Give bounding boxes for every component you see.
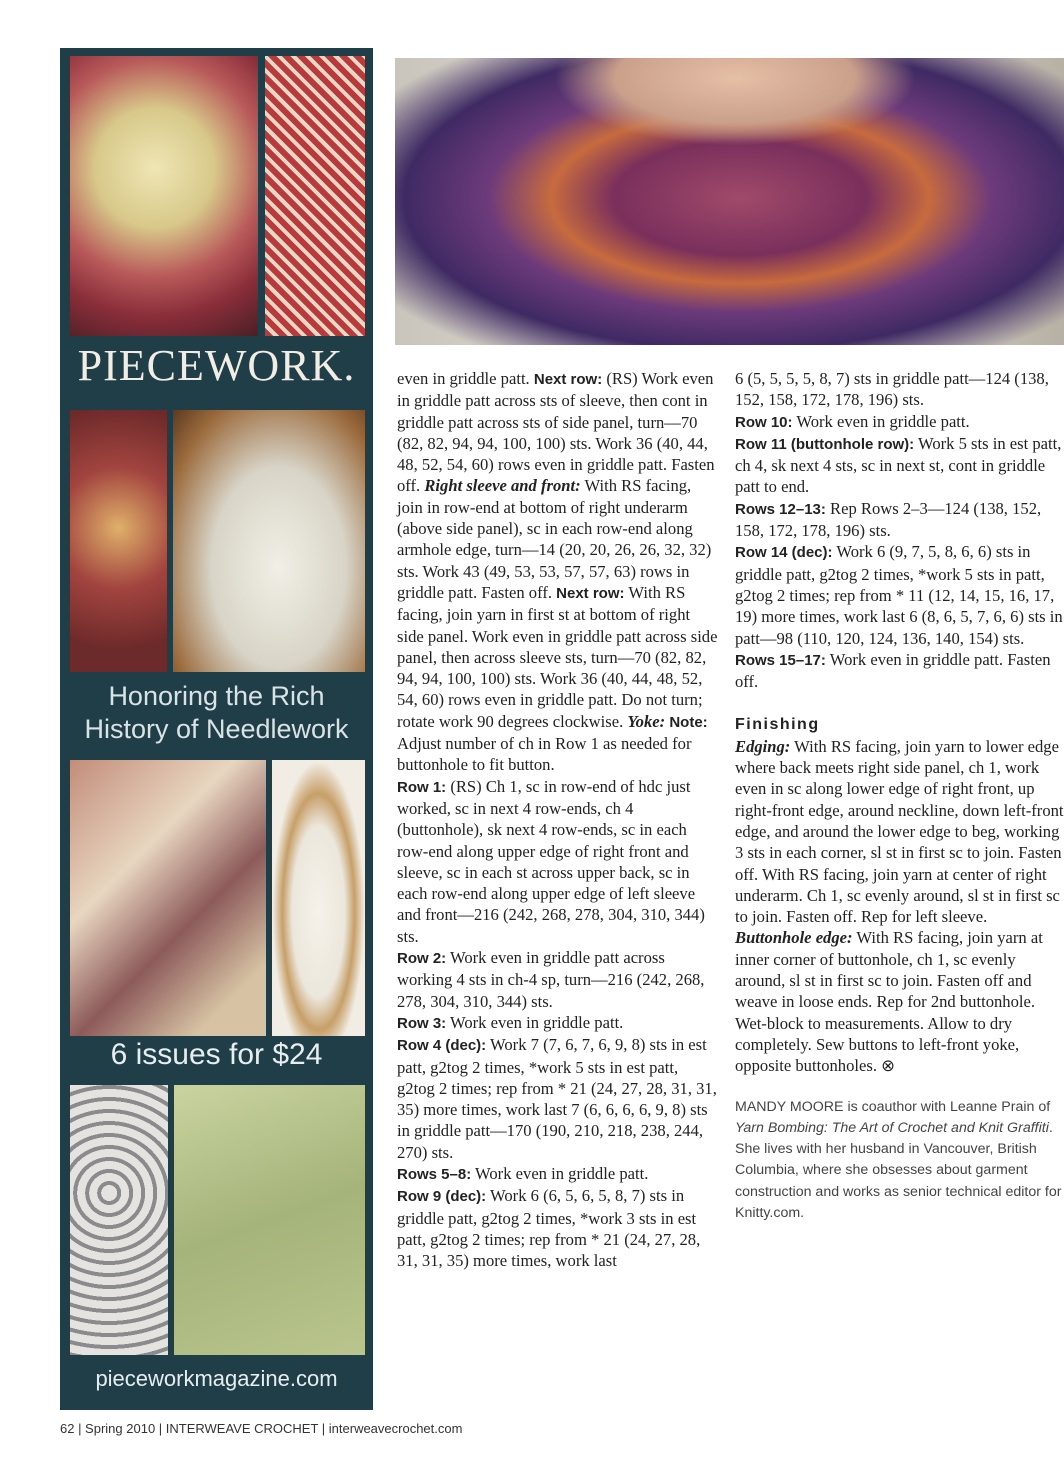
instruction-paragraph (735, 433, 1064, 498)
text-run: Work even in griddle patt. Fasten off. (735, 649, 1051, 692)
yoke-sweater-photo (395, 58, 1064, 345)
text-run: Rep Rows 2–3—124 (138, 152, 158, 172, 178, 196) sts. (735, 498, 1042, 541)
section-label: Right sleeve and front: (424, 476, 581, 496)
text-run: (RS) Ch 1, sc in row-end of hdc just worked, sc in next 4 row-ends, ch 4 (buttonhole), sk next 4 row-ends, sc in each row-end along upper edge of right front and sleeve, sc in each st across upper back, sc in each row-end along upper edge of left sleeve and front—216 (242, 268, 278, 304, 310, 344) sts. (397, 776, 705, 946)
ad-url: pieceworkmagazine.com (95, 1366, 338, 1391)
row-label: Note: (669, 713, 708, 731)
row-label: Row 9 (dec): (397, 1188, 487, 1206)
row-label: Next row: (556, 584, 625, 602)
row-label: Rows 15–17: (735, 651, 826, 669)
text-run: (RS) Work even in griddle patt across sts of sleeve, then cont in griddle patt across sts of side panel, turn—70 (82, 82, 94, 94, 100, 100) sts. Work 36 (40, 44, 48, 52, 54, 60) rows even in griddle patt. Fasten off. (397, 369, 715, 496)
page-footer: 62 | Spring 2010 | INTERWEAVE CROCHET | interweavecrochet.com (60, 1421, 463, 1436)
pincushion-photo (70, 56, 258, 336)
text-run: With RS facing, join yarn to lower edge where back meets right side panel, ch 1, work even in sc along lower edge of right front, up right-front edge, around neckline, down left-front edge, and around the lower edge to beg, working 3 sts in each corner, sl st in first sc to join. Fasten off. With RS facing, join yarn at center of right underarm. Ch 1, sc evenly around, sl st in first sc to join. Fasten off. Rep for left sleeve. (735, 736, 1064, 927)
text-run: Work even in griddle patt across working 4 sts in ch-4 sp, turn—216 (242, 268, 278, 304, 310, 344) sts. (397, 948, 705, 1011)
heart-embroidery-photo (272, 760, 365, 1036)
instruction-paragraph (735, 541, 1064, 648)
row-label: Rows 12–13: (735, 500, 826, 518)
instruction-paragraph (735, 411, 1064, 433)
text-run: With RS facing, join in row-end at bottom of right underarm (above side panel), sc in each row-end along armhole edge, turn—14 (20, 20, 26, 26, 32, 32) sts. Work 43 (49, 53, 53, 57, 57, 63) rows in griddle patt. Fasten off. (397, 476, 712, 602)
article-column-2 (735, 368, 1064, 1224)
subscription-offer: 6 issues for $24 (110, 1038, 323, 1071)
text-run: Work 6 (6, 5, 6, 5, 8, 7) sts in griddle patt, g2tog 2 times, *work 3 sts in est patt, g2tog 2 times; rep from * 21 (24, 27, 28, 31, 31, 35) more times, work last (397, 1186, 701, 1271)
text-run: Work even in griddle patt. (792, 411, 970, 431)
section-label: Yoke: (627, 711, 666, 731)
instruction-paragraph (397, 947, 719, 1012)
row-label: Row 11 (buttonhole row): (735, 435, 915, 453)
tagline-line: History of Needlework (84, 714, 349, 744)
row-label: Row 2: (397, 950, 447, 968)
tagline-line: Honoring the Rich (108, 681, 325, 711)
row-label: Row 1: (397, 778, 447, 796)
instruction-paragraph (397, 1034, 719, 1163)
ad-tagline (60, 680, 373, 746)
instruction-paragraph (735, 736, 1064, 1077)
text-run: Work 7 (7, 6, 7, 6, 9, 8) sts in est patt, g2tog 2 times, *work 5 sts in est patt, g2tog 2 times; rep from * 21 (24, 27, 28, 31, 31, 35) more times, work last 7 (6, 6, 6, 6, 9, 8) sts in griddle patt—170 (190, 210, 218, 238, 244, 270) sts. (397, 1035, 717, 1162)
text-run: . She lives with her husband in Vancouver, British Columbia, where she obsesses about garment construction and works as senior technical editor for Knitty.com. (735, 1119, 1062, 1221)
text-run: Work 6 (9, 7, 5, 8, 6, 6) sts in griddle patt, g2tog 2 times, *work 5 sts in patt, g2tog 2 times; rep from * 11 (12, 14, 15, 16, 17, 19) more times, work last 6 (8, 6, 5, 7, 6, 6) sts in patt—98 (110, 120, 124, 136, 140, 154) sts. (735, 542, 1063, 648)
section-label: Edging: (735, 736, 791, 756)
instruction-paragraph (397, 1012, 719, 1034)
instruction-paragraph (735, 498, 1064, 542)
instruction-paragraph (397, 1185, 719, 1271)
author-bio (735, 1097, 1064, 1225)
instruction-paragraph (397, 368, 719, 776)
row-label: Next row: (533, 371, 603, 388)
instruction-paragraph (397, 776, 719, 947)
text-run: Work 5 sts in est patt, ch 4, sk next 4 sts, sc in next st, cont in griddle patt to end. (735, 433, 1062, 497)
row-label: Row 4 (dec): (397, 1037, 487, 1055)
gray-lace-photo (70, 1085, 168, 1355)
instruction-paragraph (735, 649, 1064, 693)
row-label: Row 3: (397, 1014, 447, 1032)
text-run: With RS facing, join yarn at inner corner of buttonhole, ch 1, sc evenly around, sl st in first sc to join. Fasten off and weave in loose ends. Rep for 2nd buttonhole. Wet-block to measurements. Allow to dry completely. Sew buttons to left-front yoke, opposite buttonholes. ⊗ (735, 928, 1043, 1076)
text-run: Work even in griddle patt. (446, 1012, 624, 1032)
instruction-paragraph (735, 368, 1064, 411)
text-run: 6 (5, 5, 5, 5, 8, 7) sts in griddle patt—124 (138, 152, 158, 172, 178, 196) sts. (735, 369, 1049, 410)
magazine-logo: PIECEWORK. (77, 341, 356, 390)
text-run: Adjust number of ch in Row 1 as needed for buttonhole to fit button. (397, 734, 692, 775)
text-run: Yarn Bombing: The Art of Crochet and Knit Graffiti (735, 1119, 1049, 1136)
embroidered-rose-photo (70, 410, 167, 672)
text-run: MANDY MOORE is coauthor with Leanne Prain of (735, 1098, 1051, 1115)
article-column-1 (397, 368, 719, 1271)
green-knit-photo (174, 1085, 365, 1355)
section-label: Buttonhole edge: (735, 928, 853, 948)
text-run: even in griddle patt. (397, 369, 534, 388)
piecework-advertisement (60, 48, 373, 1410)
text-run: Work even in griddle patt. (471, 1163, 649, 1183)
text-run: With RS facing, join yarn in first st at bottom of right side panel. Work even in griddle patt across side panel, then across sleeve sts, turn—70 (82, 82, 94, 94, 100, 100) sts. Work 36 (40, 44, 48, 52, 54, 60) rows even in griddle patt. Do not turn; rotate work 90 degrees clockwise. (397, 582, 718, 731)
crazy-quilt-photo (70, 760, 266, 1036)
section-heading: Finishing (735, 716, 820, 734)
red-lace-photo (265, 56, 365, 336)
lace-gloves-photo (173, 410, 365, 672)
instruction-paragraph (397, 1163, 719, 1185)
row-label: Row 10: (735, 413, 793, 431)
row-label: Rows 5–8: (397, 1165, 472, 1183)
row-label: Row 14 (dec): (735, 544, 833, 562)
